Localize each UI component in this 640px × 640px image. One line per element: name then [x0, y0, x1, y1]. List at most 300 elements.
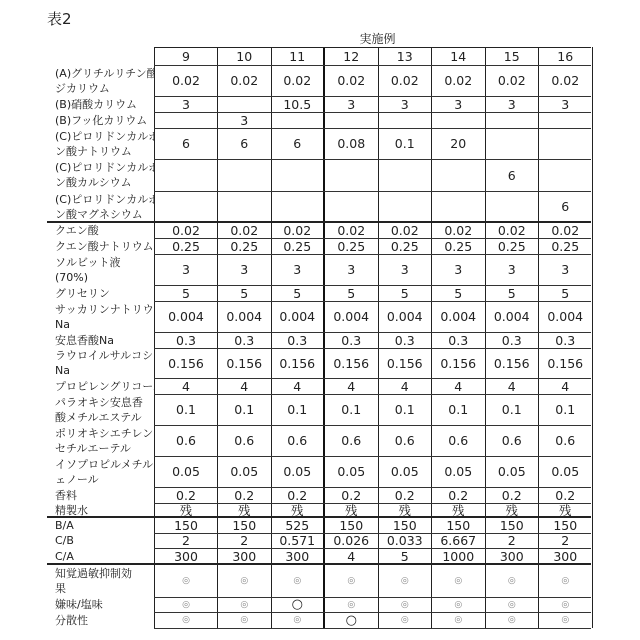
table-cell	[325, 159, 379, 191]
table-cell: 150	[155, 517, 218, 533]
table-cell: 0.25	[272, 238, 326, 254]
row-divider	[154, 285, 591, 286]
row-divider	[154, 628, 591, 629]
table-row	[47, 301, 593, 332]
table-cell: 0.156	[325, 348, 379, 378]
table-cell: 0.05	[432, 456, 486, 487]
row-label	[47, 533, 154, 548]
table-cell: 0.6	[379, 425, 433, 456]
table-cell: 0.02	[486, 222, 540, 238]
table-row	[47, 533, 593, 548]
row-label-line: (C)ピロリドンカルボ	[55, 129, 154, 144]
table-row	[47, 96, 593, 112]
row-divider	[154, 378, 591, 379]
table-row	[47, 112, 593, 128]
table-cell: 3	[325, 254, 379, 285]
table-cell: 0.2	[272, 487, 326, 503]
table-cell: 0.02	[432, 65, 486, 96]
row-label	[47, 238, 154, 254]
table-cell: ◎	[272, 564, 326, 597]
table-cell	[272, 159, 326, 191]
table-cell: 0.2	[379, 487, 433, 503]
row-label	[47, 597, 154, 612]
table-cell: 4	[379, 378, 433, 394]
table-cell: 6	[155, 128, 218, 159]
column-header: 14	[432, 47, 486, 65]
table-cell: 0.2	[155, 487, 218, 503]
table-cell: 300	[486, 548, 540, 564]
row-label-line: クエン酸ナトリウム	[55, 239, 154, 254]
table-cell: 6	[218, 128, 272, 159]
table-cell	[325, 112, 379, 128]
table-cell: 300	[539, 548, 593, 564]
table-cell: 0.2	[486, 487, 540, 503]
table-cell: 0.02	[218, 65, 272, 96]
table-cell: 6.667	[432, 533, 486, 548]
table-cell: 0.2	[218, 487, 272, 503]
row-label	[47, 191, 154, 222]
row-divider	[47, 221, 591, 223]
table-cell: 0.25	[218, 238, 272, 254]
row-label-line: 嫌味/塩味	[55, 597, 154, 612]
table-cell: 4	[539, 378, 593, 394]
table-row	[47, 564, 593, 597]
table-row	[47, 128, 593, 159]
row-label-line: ラウロイルサルコシン	[55, 348, 154, 363]
table-cell: 150	[432, 517, 486, 533]
table-cell: 3	[539, 96, 593, 112]
table-cell: 0.3	[155, 332, 218, 348]
table-cell: 0.2	[539, 487, 593, 503]
table-cell: 300	[272, 548, 326, 564]
column-header: 13	[379, 47, 433, 65]
table-cell: ◎	[539, 597, 593, 612]
table-cell: ◎	[218, 564, 272, 597]
table-cell: ◎	[379, 597, 433, 612]
table-cell	[155, 191, 218, 222]
row-label-line: プロピレングリコール	[55, 379, 154, 394]
table-cell: 0.25	[539, 238, 593, 254]
table-cell: 10.5	[272, 96, 326, 112]
row-label-line: (A)グリチルリチン酸	[55, 66, 154, 81]
row-divider	[154, 348, 591, 349]
table-cell: 4	[272, 378, 326, 394]
row-divider	[154, 456, 591, 457]
table-cell: ◎	[325, 564, 379, 597]
table-cell	[325, 191, 379, 222]
table-cell: 0.02	[539, 222, 593, 238]
table-cell: 0.004	[539, 301, 593, 332]
row-divider	[154, 191, 591, 192]
row-divider	[47, 563, 591, 565]
table-cell: 0.004	[155, 301, 218, 332]
table-row	[47, 254, 593, 285]
table-cell: 残	[379, 503, 433, 517]
row-label-line: セチルエーテル	[55, 441, 154, 456]
row-label	[47, 348, 154, 378]
column-header: 9	[155, 47, 218, 65]
table-row	[47, 394, 593, 425]
row-divider	[154, 65, 591, 66]
table-cell: 6	[486, 159, 540, 191]
table-cell: 0.05	[379, 456, 433, 487]
row-label-line: C/B	[55, 533, 154, 548]
row-label	[47, 394, 154, 425]
table-cell: 150	[486, 517, 540, 533]
column-header: 10	[218, 47, 272, 65]
table-cell: 0.1	[325, 394, 379, 425]
table-cell	[272, 191, 326, 222]
row-label	[47, 332, 154, 348]
table-cell: 5	[379, 548, 433, 564]
table-cell: 3	[486, 254, 540, 285]
table-cell: 0.3	[325, 332, 379, 348]
table-cell: 残	[218, 503, 272, 517]
table-cell: 5	[539, 285, 593, 301]
table-cell: 0.02	[379, 222, 433, 238]
row-label	[47, 548, 154, 564]
table-cell: 150	[218, 517, 272, 533]
table-cell: 0.05	[539, 456, 593, 487]
table-cell: 0.1	[539, 394, 593, 425]
row-divider	[47, 516, 591, 518]
table-cell	[432, 159, 486, 191]
row-label-line: 香料	[55, 488, 154, 503]
row-label	[47, 378, 154, 394]
table-cell: 0.1	[379, 128, 433, 159]
table-cell: 0.1	[432, 394, 486, 425]
table-cell: 残	[272, 503, 326, 517]
row-label-line: 分散性	[55, 613, 154, 628]
table-cell: 5	[155, 285, 218, 301]
table-cell: 0.3	[218, 332, 272, 348]
row-divider	[154, 503, 591, 504]
table-cell: ◎	[432, 564, 486, 597]
table-cell: ◎	[325, 597, 379, 612]
row-label-line: サッカリンナトリウム	[55, 302, 154, 317]
table-cell: 0.156	[218, 348, 272, 378]
table-cell: 3	[218, 112, 272, 128]
row-label-line: パラオキシ安息香	[55, 395, 154, 410]
row-label-line: (C)ピロリドンカルボ	[55, 160, 154, 175]
row-divider	[154, 612, 591, 613]
table-cell: ◎	[539, 564, 593, 597]
table-row	[47, 548, 593, 564]
table-cell: 3	[486, 96, 540, 112]
row-label	[47, 517, 154, 533]
table-row	[47, 378, 593, 394]
table-cell: 5	[486, 285, 540, 301]
row-label-line: ポリオキシエチレン	[55, 426, 154, 441]
row-label	[47, 456, 154, 487]
row-label	[47, 301, 154, 332]
table-cell: 3	[155, 96, 218, 112]
table-row	[47, 597, 593, 612]
column-header: 11	[272, 47, 326, 65]
table-cell: 0.05	[155, 456, 218, 487]
table-cell: 0.25	[379, 238, 433, 254]
table-cell: 0.156	[272, 348, 326, 378]
table-cell: 3	[432, 254, 486, 285]
row-divider	[154, 238, 591, 239]
row-label-line: イソプロピルメチルフ	[55, 457, 154, 472]
table-cell: 0.6	[325, 425, 379, 456]
table-cell: ○	[272, 597, 326, 612]
table-cell: 0.02	[539, 65, 593, 96]
row-divider	[154, 597, 591, 598]
row-divider	[154, 112, 591, 113]
table-row	[47, 456, 593, 487]
table-cell: 3	[325, 96, 379, 112]
table-cell: 3	[379, 96, 433, 112]
table-cell: 残	[486, 503, 540, 517]
row-label-line: ソルビット液	[55, 255, 154, 270]
row-label	[47, 564, 154, 597]
table-cell: 1000	[432, 548, 486, 564]
table-cell: 5	[432, 285, 486, 301]
table-cell: 5	[272, 285, 326, 301]
column-header: 16	[539, 47, 593, 65]
table-cell	[432, 191, 486, 222]
table-cell: 0.2	[432, 487, 486, 503]
table-row	[47, 191, 593, 222]
row-label-line: ン酸カルシウム	[55, 175, 154, 190]
table-row	[47, 348, 593, 378]
table-cell: 0.02	[272, 222, 326, 238]
table-cell: 3	[155, 254, 218, 285]
table-cell: 3	[379, 254, 433, 285]
table-cell: 0.3	[379, 332, 433, 348]
table-cell: 0.004	[272, 301, 326, 332]
table-cell: ◎	[218, 597, 272, 612]
table-cell: ◎	[379, 612, 433, 628]
table-cell: 0.02	[155, 65, 218, 96]
table-cell: 0.02	[486, 65, 540, 96]
table-cell: ◎	[155, 564, 218, 597]
table-cell: 0.25	[432, 238, 486, 254]
table-cell: 5	[218, 285, 272, 301]
row-label	[47, 128, 154, 159]
table-cell	[432, 112, 486, 128]
row-label-line: (C)ピロリドンカルボ	[55, 192, 154, 207]
table-cell: ◎	[486, 597, 540, 612]
row-divider	[154, 394, 591, 395]
row-label-line: 酸メチルエステル	[55, 410, 154, 425]
column-header: 15	[486, 47, 540, 65]
row-label	[47, 47, 154, 65]
row-label	[47, 425, 154, 456]
row-divider	[154, 332, 591, 333]
table-cell: 525	[272, 517, 326, 533]
table-cell: 0.026	[325, 533, 379, 548]
table-cell: 0.3	[539, 332, 593, 348]
table-cell: 150	[325, 517, 379, 533]
row-label-line: クエン酸	[55, 223, 154, 238]
table-cell: 0.02	[379, 65, 433, 96]
table-cell	[218, 191, 272, 222]
table-cell	[486, 112, 540, 128]
table-cell: 5	[379, 285, 433, 301]
table-cell: ○	[325, 612, 379, 628]
table-cell: 20	[432, 128, 486, 159]
table-cell: 5	[325, 285, 379, 301]
table-cell: ◎	[432, 612, 486, 628]
row-divider	[154, 548, 591, 549]
table-cell	[539, 128, 593, 159]
row-label	[47, 254, 154, 285]
row-label-line: 果	[55, 581, 154, 596]
table-row	[47, 332, 593, 348]
row-label-line: (70%)	[55, 270, 154, 285]
table-cell: 0.571	[272, 533, 326, 548]
table-cell: 残	[432, 503, 486, 517]
table-cell: ◎	[155, 597, 218, 612]
table-cell: 残	[325, 503, 379, 517]
table-row	[47, 517, 593, 533]
table-cell: ◎	[218, 612, 272, 628]
table-cell	[155, 159, 218, 191]
table-cell	[486, 191, 540, 222]
table-cell: 2	[218, 533, 272, 548]
row-divider	[154, 425, 591, 426]
table-cell: 0.004	[379, 301, 433, 332]
table-cell: 300	[218, 548, 272, 564]
table-row	[47, 238, 593, 254]
table-cell: ◎	[539, 612, 593, 628]
table-cell: 0.1	[379, 394, 433, 425]
table-cell: 0.033	[379, 533, 433, 548]
group-header: 実施例	[324, 30, 431, 47]
table-cell: 0.05	[218, 456, 272, 487]
table-cell: 0.02	[155, 222, 218, 238]
table-cell: 0.1	[486, 394, 540, 425]
row-label	[47, 612, 154, 628]
header-row	[47, 47, 593, 65]
table-cell: 0.05	[325, 456, 379, 487]
table-cell: ◎	[272, 612, 326, 628]
table-cell: 0.25	[155, 238, 218, 254]
table-cell: 0.6	[486, 425, 540, 456]
table-title: 表2	[47, 8, 72, 29]
table-cell: 0.6	[432, 425, 486, 456]
row-divider	[154, 301, 591, 302]
row-label-line: ン酸マグネシウム	[55, 207, 154, 222]
table-cell: 0.004	[218, 301, 272, 332]
row-label	[47, 159, 154, 191]
table-cell: 0.25	[325, 238, 379, 254]
row-divider	[154, 254, 591, 255]
table-cell: 0.3	[432, 332, 486, 348]
table-cell	[379, 112, 433, 128]
row-label-line: (B)硝酸カリウム	[55, 97, 154, 112]
table-cell	[272, 112, 326, 128]
row-label-line: Na	[55, 317, 154, 332]
table-row	[47, 222, 593, 238]
table-cell: 4	[486, 378, 540, 394]
table-cell: ◎	[155, 612, 218, 628]
table-cell	[486, 128, 540, 159]
table-cell: 6	[272, 128, 326, 159]
table-cell: 0.6	[218, 425, 272, 456]
table-cell: 0.02	[432, 222, 486, 238]
row-label-line: 安息香酸Na	[55, 333, 154, 348]
row-divider	[154, 487, 591, 488]
table-cell: 残	[155, 503, 218, 517]
row-divider	[154, 47, 591, 48]
row-label	[47, 65, 154, 96]
table-cell: 0.02	[325, 222, 379, 238]
table-cell: 4	[432, 378, 486, 394]
table-cell: 0.25	[486, 238, 540, 254]
table-cell: 0.6	[272, 425, 326, 456]
table-cell: 4	[155, 378, 218, 394]
table-cell: 150	[379, 517, 433, 533]
table-cell	[379, 191, 433, 222]
table-cell: 0.1	[272, 394, 326, 425]
table-cell: 2	[486, 533, 540, 548]
table-cell	[539, 159, 593, 191]
table-cell: 3	[218, 254, 272, 285]
row-label-line: ジカリウム	[55, 81, 154, 96]
table-cell: 0.156	[486, 348, 540, 378]
table-cell: 0.156	[432, 348, 486, 378]
table-cell: 残	[539, 503, 593, 517]
table-cell: ◎	[379, 564, 433, 597]
table-cell: 0.2	[325, 487, 379, 503]
row-label-line: ン酸ナトリウム	[55, 144, 154, 159]
table-cell: 0.05	[272, 456, 326, 487]
table-cell	[539, 112, 593, 128]
table-cell: 0.02	[272, 65, 326, 96]
table-cell: 0.156	[539, 348, 593, 378]
table-cell: ◎	[486, 612, 540, 628]
table-cell	[155, 112, 218, 128]
table-cell: 0.004	[325, 301, 379, 332]
row-label-line: B/A	[55, 518, 154, 533]
table-cell: 0.3	[272, 332, 326, 348]
table-cell: ◎	[432, 597, 486, 612]
table-cell: 4	[218, 378, 272, 394]
row-label-line: Na	[55, 363, 154, 378]
row-label-line: C/A	[55, 549, 154, 564]
table-cell: 2	[155, 533, 218, 548]
table-cell	[218, 96, 272, 112]
table-cell: 0.6	[155, 425, 218, 456]
table-cell: 0.156	[155, 348, 218, 378]
table-cell: 0.02	[325, 65, 379, 96]
table-cell: 0.3	[486, 332, 540, 348]
table-cell: 0.05	[486, 456, 540, 487]
row-label-line: 知覚過敏抑制効	[55, 566, 154, 581]
table-cell: 2	[539, 533, 593, 548]
table-cell: 0.02	[218, 222, 272, 238]
table-cell: 0.08	[325, 128, 379, 159]
table-cell: 4	[325, 548, 379, 564]
table-row	[47, 159, 593, 191]
row-divider	[154, 96, 591, 97]
table-cell: 4	[325, 378, 379, 394]
row-label	[47, 503, 154, 517]
table-cell: 0.1	[218, 394, 272, 425]
table-cell: 3	[539, 254, 593, 285]
row-label-line: (B)フッ化カリウム	[55, 113, 154, 128]
table-cell: 300	[155, 548, 218, 564]
table-cell: 0.004	[486, 301, 540, 332]
table-cell	[218, 159, 272, 191]
table-cell: 6	[539, 191, 593, 222]
table-cell: 0.6	[539, 425, 593, 456]
table-cell: ◎	[486, 564, 540, 597]
